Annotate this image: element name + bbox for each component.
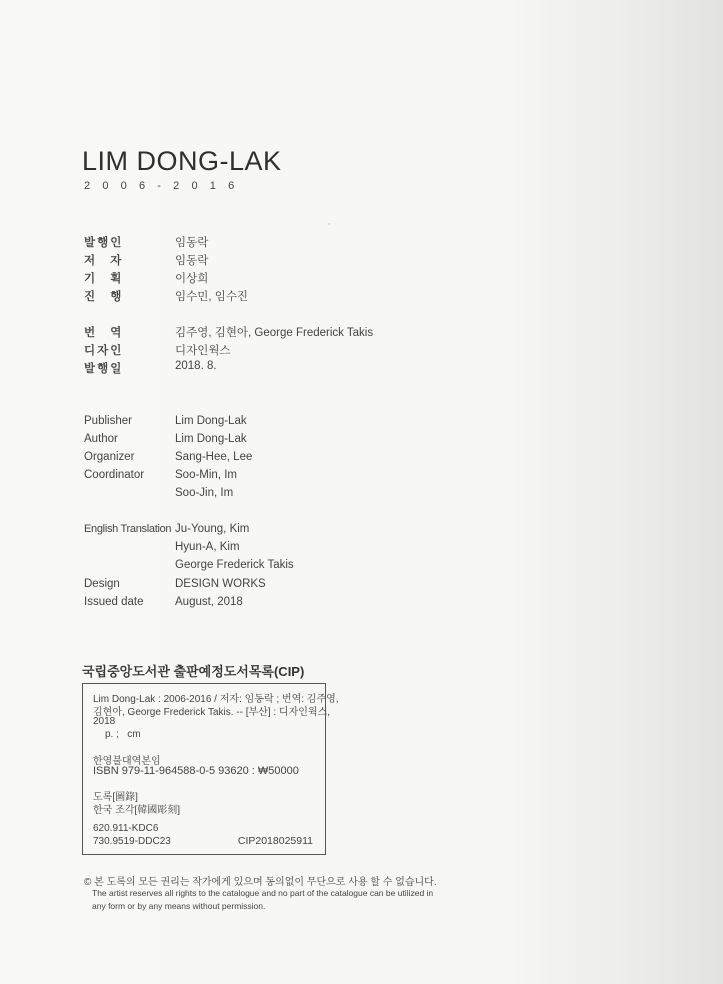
cip-line: 도록[圖錄] [93, 792, 138, 803]
cip-line: 730.9519-DDC23 [93, 836, 171, 847]
credit-value: 이상희 [175, 273, 209, 285]
credit-value: Soo-Min, Im [175, 469, 237, 481]
credit-value: DESIGN WORKS [175, 578, 266, 590]
copyright-english-line: any form or by any means without permission. [92, 901, 266, 911]
credit-value: 2018. 8. [175, 360, 217, 372]
credit-value: Lim Dong-Lak [175, 433, 247, 445]
credit-value: Hyun-A, Kim [175, 541, 240, 553]
cip-heading: 국립중앙도서관 출판예정도서목록(CIP) [82, 664, 305, 679]
credit-label: Coordinator [84, 469, 145, 481]
cip-line: 한영불대역본임 [93, 756, 161, 767]
credit-value: 임수민, 임수진 [175, 291, 249, 303]
copyright-korean: © 본 도록의 모든 권리는 작가에게 있으며 동의없이 무단으로 사용 할 수 없습니다. [84, 877, 437, 888]
credit-label: Design [84, 578, 120, 590]
cip-line: 한국 조각[韓國彫刻] [93, 805, 180, 816]
credit-value: George Frederick Takis [175, 559, 294, 571]
credit-label: 저 자 [84, 255, 124, 267]
cip-line: 620.911-KDC6 [93, 823, 159, 834]
credit-value: Soo-Jin, Im [175, 487, 234, 499]
credit-label: 기 획 [84, 273, 124, 285]
credit-value: Sang-Hee, Lee [175, 451, 253, 463]
credit-value: 디자인웍스 [175, 345, 231, 357]
credit-value: August, 2018 [175, 596, 243, 608]
credit-value: 임동락 [175, 255, 209, 267]
year-range: 2006-2016 [84, 180, 247, 192]
scan-speck: ˇ [328, 224, 331, 231]
isbn-line: ISBN 979-11-964588-0-5 93620 : ₩50000 [93, 765, 299, 777]
credit-label: 번 역 [84, 327, 124, 339]
credit-value: 김주영, 김현아, George Frederick Takis [175, 327, 374, 339]
credit-label: 발행일 [84, 363, 124, 375]
cip-line: 김현아, George Frederick Takis. -- [부산] : 디자인웍스, [93, 707, 331, 718]
cip-line: p. ; cm [105, 729, 141, 740]
cip-number: CIP2018025911 [237, 835, 313, 847]
page-title: LIM DONG-LAK [82, 146, 282, 176]
cip-line: Lim Dong-Lak : 2006-2016 / 저자: 임동락 ; 번역: 김주영, [93, 694, 339, 705]
credit-label: Issued date [84, 596, 144, 608]
credit-value: 임동락 [175, 237, 209, 249]
credit-label: 디자인 [84, 345, 124, 357]
credit-label: Organizer [84, 451, 135, 463]
credit-value: Ju-Young, Kim [175, 523, 250, 535]
cip-box [82, 683, 339, 855]
credit-label: English Translation [84, 523, 172, 535]
cip-line: 2018 [93, 716, 116, 727]
credit-value: Lim Dong-Lak [175, 415, 247, 427]
credit-label: 발행인 [84, 237, 124, 249]
credit-label: Publisher [84, 415, 132, 427]
copyright-english-line: The artist reserves all rights to the catalogue and no part of the catalogue can be utilized in [92, 888, 434, 898]
credit-label: Author [84, 433, 118, 445]
credit-label: 진 행 [84, 291, 124, 303]
